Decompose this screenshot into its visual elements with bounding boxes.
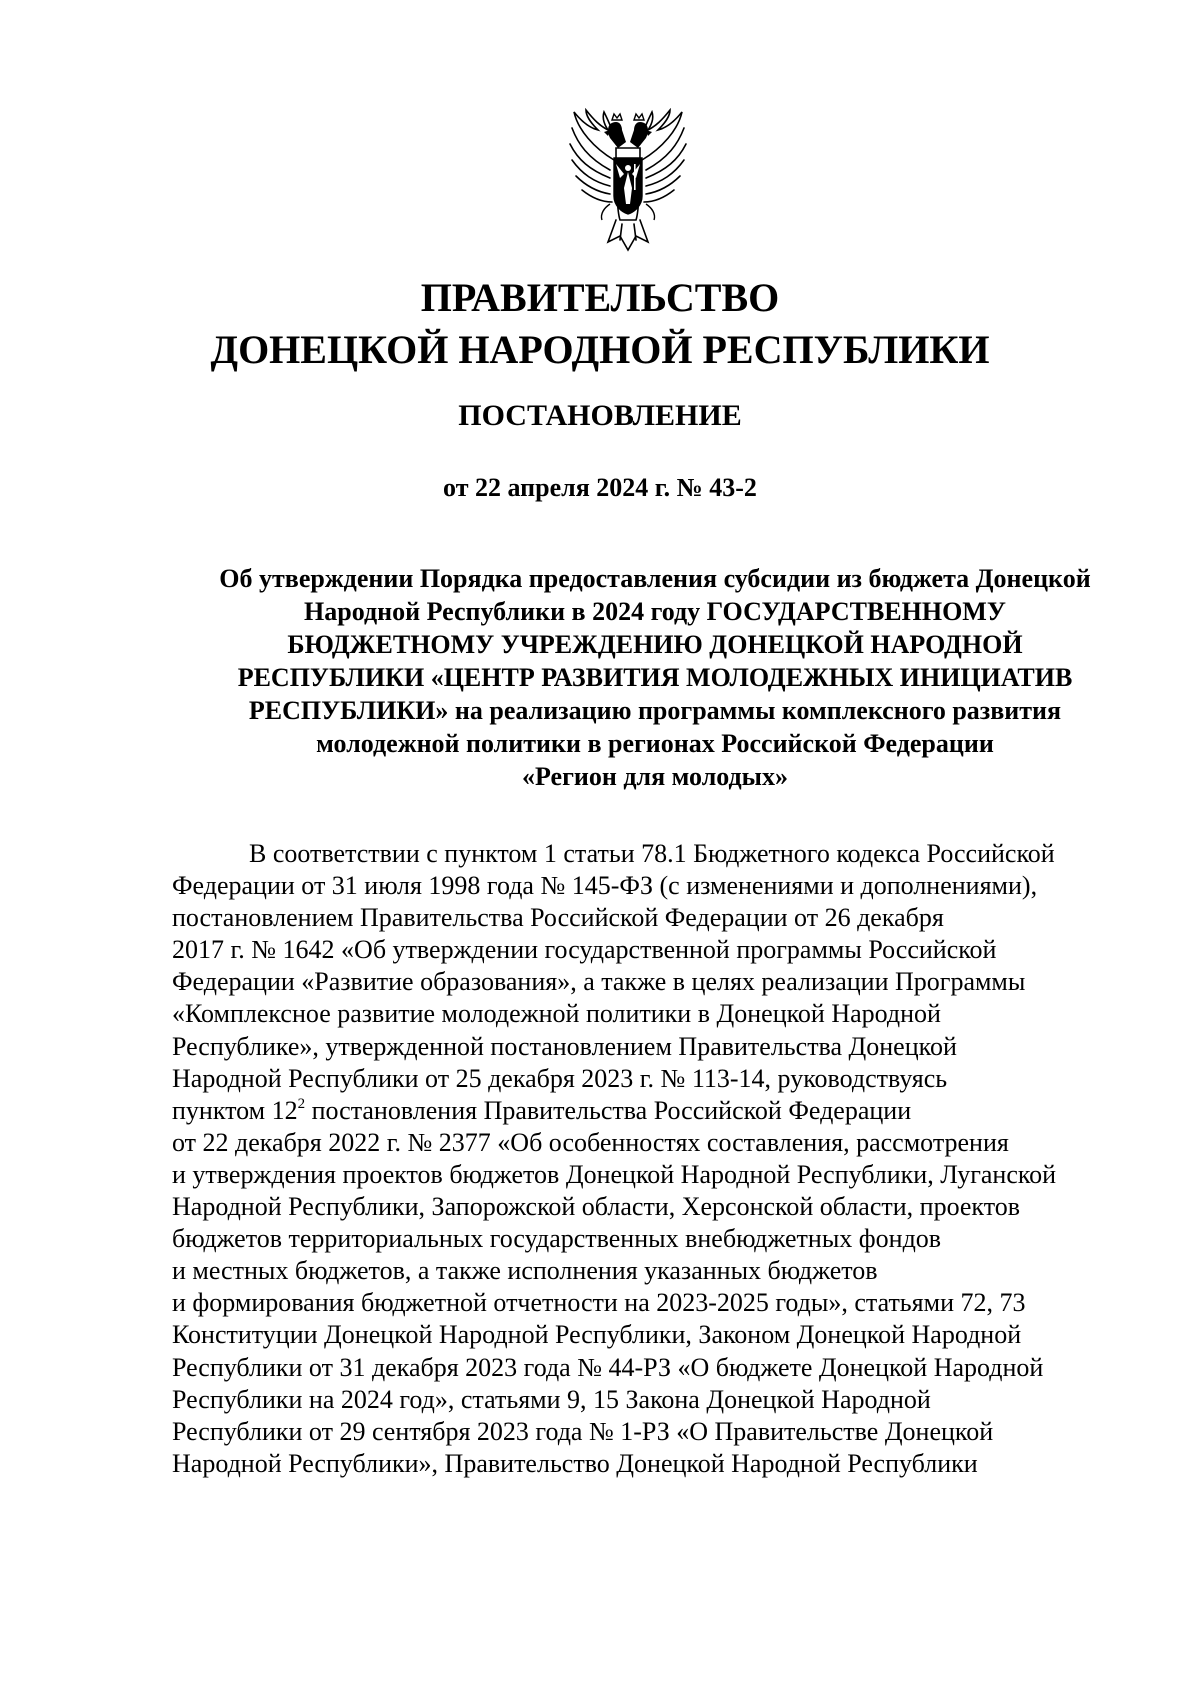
- org-title-line-2: ДОНЕЦКОЙ НАРОДНОЙ РЕСПУБЛИКИ: [210, 327, 990, 372]
- preamble-paragraph: [172, 838, 1142, 1480]
- body-line-with-superscript: [172, 1095, 1142, 1127]
- body-line: В соответствии с пунктом 1 статьи 78.1 Бюджетного кодекса Российской: [249, 839, 1055, 868]
- body-line-part: пунктом 12: [172, 1095, 298, 1125]
- body-line: Конституции Донецкой Народной Республики, Законом Донецкой Народной: [172, 1320, 1022, 1350]
- body-line: «Комплексное развитие молодежной политики в Донецкой Народной: [172, 999, 941, 1029]
- body-line: Федерации «Развитие образования», а также в целях реализации Программы: [172, 967, 1026, 997]
- body-line: и местных бюджетов, а также исполнения указанных бюджетов: [172, 1256, 878, 1286]
- body-line: бюджетов территориальных государственных внебюджетных фондов: [172, 1224, 942, 1254]
- subject-line: молодежной политики в регионах Российской Федерации: [316, 729, 994, 758]
- body-line: Федерации от 31 июля 1998 года № 145-ФЗ (с изменениями и дополнениями),: [172, 871, 1038, 901]
- subject-line: БЮДЖЕТНОМУ УЧРЕЖДЕНИЮ ДОНЕЦКОЙ НАРОДНОЙ: [287, 630, 1023, 659]
- subject-line: РЕСПУБЛИКИ» на реализацию программы комплексного развития: [248, 696, 1062, 725]
- body-line: Республики на 2024 год», статьями 9, 15 Закона Донецкой Народной: [172, 1384, 931, 1414]
- body-line: Народной Республики от 25 декабря 2023 г. № 113-14, руководствуясь: [172, 1063, 948, 1093]
- body-line-part: постановления Правительства Российской Федерации: [305, 1095, 912, 1125]
- body-line: и утверждения проектов бюджетов Донецкой Народной Республики, Луганской: [172, 1159, 1057, 1189]
- coat-of-arms-emblem: [564, 108, 692, 254]
- superscript: 2: [297, 1095, 306, 1112]
- body-line: Республики от 29 сентября 2023 года № 1-РЗ «О Правительстве Донецкой: [172, 1416, 994, 1446]
- body-line: 2017 г. № 1642 «Об утверждении государственной программы Российской: [172, 935, 997, 965]
- body-line: постановлением Правительства Российской Федерации от 26 декабря: [172, 903, 944, 933]
- body-line: Народной Республики, Запорожской области, Херсонской области, проектов: [172, 1192, 1021, 1222]
- subject-line: Об утверждении Порядка предоставления субсидии из бюджета Донецкой: [219, 564, 1091, 593]
- document-type: ПОСТАНОВЛЕНИЕ: [458, 399, 742, 432]
- body-line: и формирования бюджетной отчетности на 2023-2025 годы», статьями 72, 73: [172, 1288, 1026, 1318]
- subject-line: Народной Республики в 2024 году ГОСУДАРСТВЕННОМУ: [304, 597, 1006, 626]
- subject-line: «Регион для молодых»: [522, 762, 788, 791]
- body-line: Народной Республики», Правительство Донецкой Народной Республики: [172, 1448, 978, 1478]
- org-title-line-1: ПРАВИТЕЛЬСТВО: [420, 275, 780, 320]
- document-date-number: от 22 апреля 2024 г. № 43-2: [443, 473, 757, 502]
- body-line: Республике», утвержденной постановлением Правительства Донецкой: [172, 1031, 957, 1061]
- body-line: от 22 декабря 2022 г. № 2377 «Об особенностях составления, рассмотрения: [172, 1127, 1009, 1157]
- subject-line: РЕСПУБЛИКИ «ЦЕНТР РАЗВИТИЯ МОЛОДЕЖНЫХ ИНИЦИАТИВ: [237, 663, 1073, 692]
- document-subject: [160, 562, 1150, 793]
- organization-title: [0, 272, 1200, 376]
- body-line: Республики от 31 декабря 2023 года № 44-РЗ «О бюджете Донецкой Народной: [172, 1352, 1044, 1382]
